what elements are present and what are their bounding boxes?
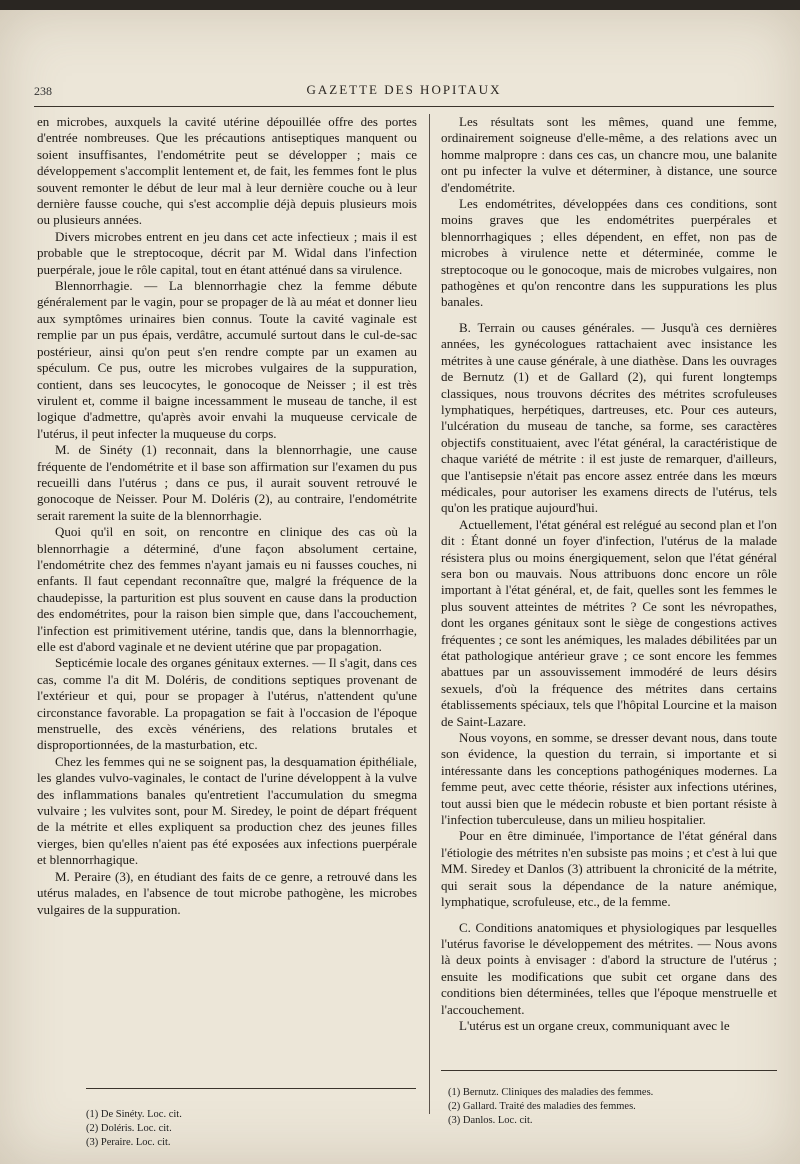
footnote-rule — [441, 1070, 777, 1071]
paragraph: Blennorrhagie. — La blennorrhagie chez la femme débute généralement par le vagin, pour se propager de là au méat et donner lieu aux symptômes urinaires bien connus. Toute la cavité vaginale est remplie par un pus épais, verdâtre, accumulé surtout dans le cul-de-sac postérieur, ainsi qu'on peut s'en rendre compte par un examen au spéculum. Ce pus, outre les microbes vulgaires de la suppuration, contient, dans ses leucocytes, le gonocoque de Neisser ; il est très virulent et, comme il baigne incessamment le museau de tanche, il est logique d'admettre, qu'après avoir envahi la muqueuse cervicale de l'utérus, il peut infecter la muqueuse du corps. — [37, 278, 417, 441]
paragraph: Nous voyons, en somme, se dresser devant nous, dans toute son évidence, la question du terrain, si importante et si intéressante dans les conceptions pathogéniques modernes. La femme peut, avec cette théorie, résister aux infections utérines, tout aussi bien que le médecin robuste et bien portant résiste à l'infection tuberculeuse, dans un milieu hospitalier. — [441, 730, 777, 828]
column-divider — [429, 114, 430, 1114]
footnote: (1) De Sinéty. Loc. cit. — [86, 1109, 182, 1120]
paragraph: Pour en être diminuée, l'importance de l'état général dans l'étiologie des métrites n'en subsiste pas moins ; et c'est à lui que MM. Siredey et Danlos (3) attribuent la chronicité de la métrite, qui serait sous la dépendance de la nature anémique, lymphatique, scrofuleuse, etc., de la femme. — [441, 828, 777, 910]
left-column — [37, 114, 417, 1162]
header-rule — [34, 106, 774, 107]
paragraph: L'utérus est un organe creux, communiquant avec le — [459, 1017, 730, 1033]
paragraph: Les endométrites, développées dans ces conditions, sont moins graves que les endométrites puerpérales et blennorrhagiques ; elles dépendent, en effet, non pas de microbes à virulence nette et déterminée, comme le streptocoque ou le gonocoque, mais de microbes vulgaires, non pathogènes et qu'on rencontre dans les suppurations les plus banales. — [441, 196, 777, 310]
footnote: (3) Peraire. Loc. cit. — [86, 1137, 171, 1148]
footnote: (2) Doléris. Loc. cit. — [86, 1123, 172, 1134]
paragraph: Actuellement, l'état général est relégué au second plan et l'on dit : Étant donné un foyer d'infection, l'utérus de la malade résistera plus ou moins énergiquement, selon que l'état général sera bon ou mauvais. Nous attribuons donc encore un rôle important à l'état général, et, de fait, quelles sont les femmes le plus souvent atteintes de métrites ? Ce sont les névropathes, dont les organes génitaux sont le siège de congestions actives fréquentes ; ce sont les anémiques, les malades débilitées par un état pathologique antérieur grave ; ce sont encore les femmes abattues par un assouvissement immodéré de leurs désirs sexuels, d'où la fréquence des métrites dans certains établissements spéciaux, tels que l'hôpital Lourcine et la maison de Saint-Lazare. — [441, 516, 777, 729]
paragraph: M. de Sinéty (1) reconnait, dans la blennorrhagie, une cause fréquente de l'endométrite et il base son affirmation sur l'examen du pus recueilli dans l'utérus ; dans ce pus, il aurait souvent retrouvé le gonocoque de Neisser. Pour M. Doléris (2), au contraire, l'endométrite serait rarement la suite de la blennorrhagie. — [37, 442, 417, 523]
footnote: (1) Bernutz. Cliniques des maladies des femmes. — [448, 1087, 654, 1098]
page-number: 238 — [34, 84, 52, 98]
paragraph: Chez les femmes qui ne se soignent pas, la desquamation épithéliale, les glandes vulvo-vaginales, le contact de l'urine développent à la vulve des inflammations banales qu'entretient l'accumulation du smegma vulvaire ; les vulvites sont, pour M. Siredey, le point de départ fréquent de la métrite et elles expliquent sa production chez des jeunes filles vierges, bien qu'elles n'aient pas été exposées aux infections puerpérale et blennorrhagique. — [37, 753, 417, 868]
newspaper-page — [0, 10, 800, 1164]
paragraph: Septicémie locale des organes génitaux externes. — Il s'agit, dans ces cas, comme l'a dit M. Doléris, de conditions septiques provenant de l'extérieur et qui, pour se propager à l'utérus, n'attendent qu'une circonstance favorable. La propagation se fait à l'occasion de l'époque menstruelle, des excès vénériens, des relations brutales et disproportionnées, de la masturbation, etc. — [37, 655, 417, 753]
left-footnotes — [86, 1108, 406, 1150]
footnote: (2) Gallard. Traité des maladies des femmes. — [448, 1101, 636, 1112]
journal-title: GAZETTE DES HOPITAUX — [306, 82, 502, 97]
page-header — [34, 76, 774, 104]
paragraph: C. Conditions anatomiques et physiologiques par lesquelles l'utérus favorise le développement des métrites. — Nous avons là deux points à envisager : d'abord la structure de l'utérus ; ensuite les modifications que subit cet organe dans des conditions bien déterminées, telles que l'époque menstruelle et l'accouchement. — [441, 919, 777, 1017]
paragraph: en microbes, auxquels la cavité utérine dépouillée offre des portes d'entrée nombreuses. Que les précautions antiseptiques manquent ou soient insuffisantes, l'endométrite peut se développer ; mais ce développement s'accomplit lentement et, de fait, les femmes font le plus souvent remonter le début de leur mal à leur dernière couche ou à leur dernière fausse couche, qui s'est accomplie déjà depuis plusieurs mois ou plusieurs années. — [37, 114, 417, 228]
paragraph: Les résultats sont les mêmes, quand une femme, ordinairement soigneuse d'elle-même, a des relations avec un homme malpropre : dans ces cas, un chancre mou, une balanite ont pu infecter la vulve et déterminer, à distance, une source d'endométrite. — [441, 114, 777, 195]
right-footnotes — [448, 1086, 768, 1128]
paragraph: Quoi qu'il en soit, on rencontre en clinique des cas où la blennorrhagie a déterminé, d'une façon absolument certaine, l'endométrite chez des femmes n'ayant jamais eu ni fausses couches, ni enfants. Il faut cependant reconnaître que, malgré la fréquence de la chaudepisse, la parturition est plus souvent en cause dans la production des endométrites, pour la raison bien simple que, dans l'accouchement, l'infection est primitivement utérine, tandis que, dans la blennorrhagie, elle est d'abord vaginale et ne devient utérine que par propagation. — [37, 524, 417, 654]
footnote-rule — [86, 1088, 416, 1089]
paragraph: Divers microbes entrent en jeu dans cet acte infectieux ; mais il est probable que le streptocoque, décrit par M. Widal dans l'infection puerpérale, joue le rôle capital, tout en étant atténué dans sa virulence. — [37, 228, 417, 277]
footnote: (3) Danlos. Loc. cit. — [448, 1115, 533, 1126]
paragraph: B. Terrain ou causes générales. — Jusqu'à ces dernières années, les gynécologues rattachaient avec insistance les métrites à une cause générale, à une diathèse. Dans les ouvrages de Bernutz (1) et de Gallard (2), qui furent longtemps classiques, nous trouvons décrites des métrites scrofuleuses lymphatiques, herpétiques, dartreuses, etc. Pour ces auteurs, l'ulcération du museau de tanche, sa forme, ses caractères objectifs constituaient, avec l'état général, la caractéristique de chaque variété de métrite : il est juste de remarquer, d'ailleurs, que l'antisepsie n'était pas encore assez entrée dans les mœurs médicales, pour autoriser les examens directs de l'utérus, tels qu'on les pratique aujourd'hui. — [441, 319, 777, 516]
right-column — [441, 114, 777, 1162]
paragraph: M. Peraire (3), en étudiant des faits de ce genre, a retrouvé dans les utérus malades, en l'absence de tout microbe pathogène, les microbes vulgaires de la suppuration. — [37, 868, 417, 917]
